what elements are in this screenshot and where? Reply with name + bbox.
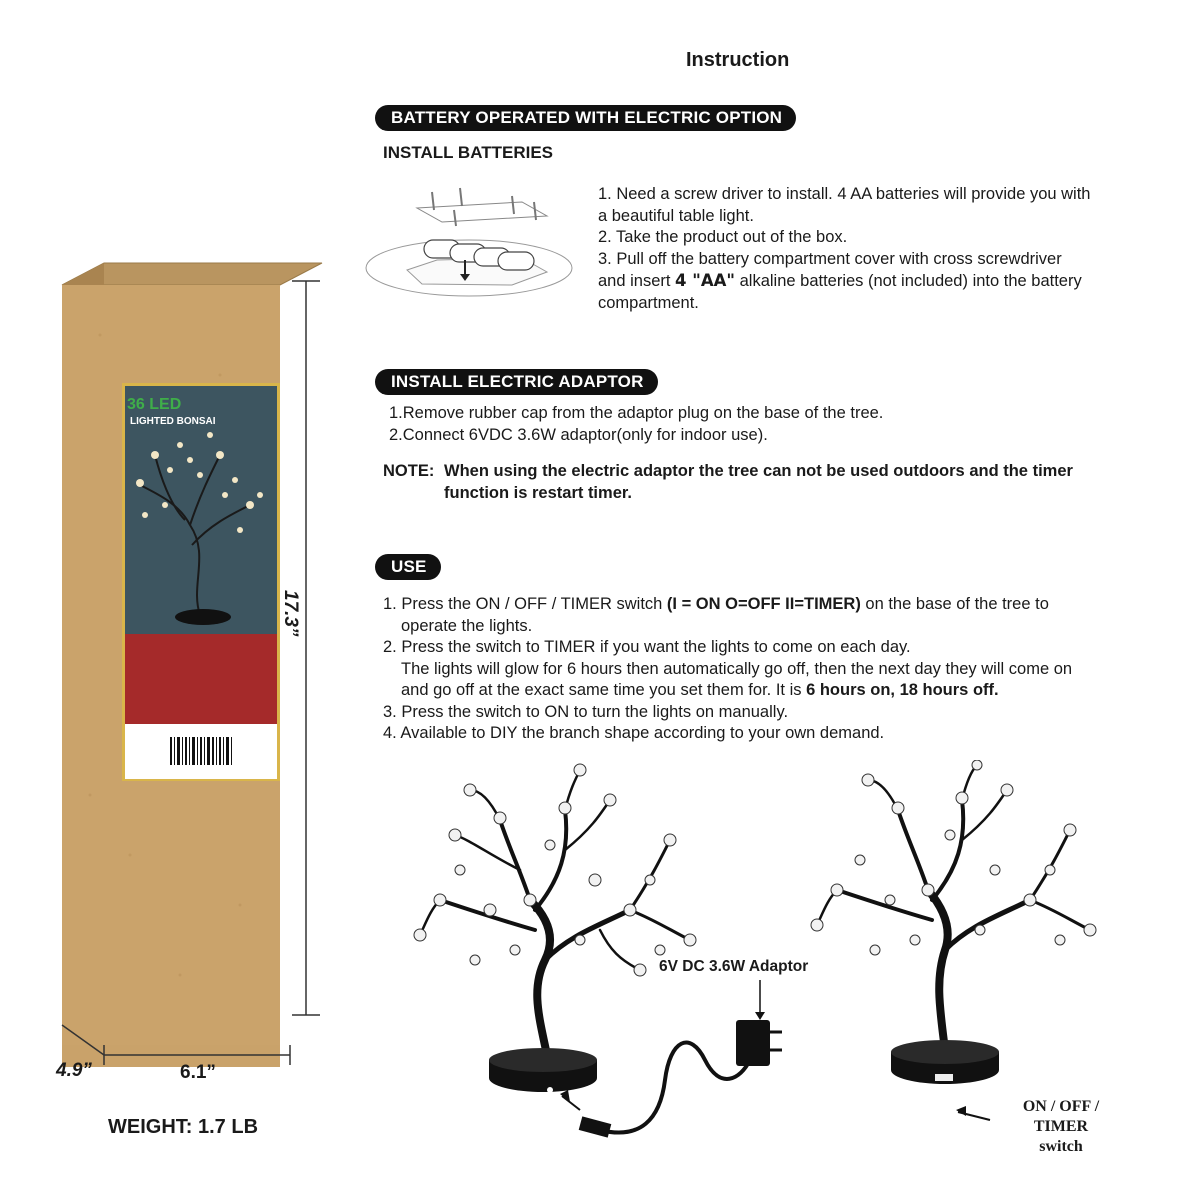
note-label: NOTE: [383, 462, 435, 480]
note-text [444, 460, 1164, 504]
switch-label-line: ON / OFF / TIMER [1022, 1098, 1100, 1135]
install-batteries-subhead: INSTALL BATTERIES [383, 143, 553, 162]
note-line: function is restart timer. [444, 484, 632, 502]
battery-step-text [598, 270, 1158, 293]
battery-install-illustration [362, 180, 577, 300]
box-depth-dimension: 4.9” [56, 1060, 92, 1081]
use-step-text: 3. Press the switch to ON to turn the lights on manually. [383, 702, 789, 721]
use-step-text: The lights will glow for 6 hours then automatically go off, then the next day they will come on [401, 659, 1073, 678]
box-label-product-name: LIGHTED BONSAI [130, 416, 216, 427]
battery-step-text: 2. Take the product out of the box. [598, 228, 848, 246]
product-box-illustration [40, 255, 340, 1095]
battery-count: 4 "AA" [675, 271, 736, 290]
box-label-led-count: 36 LED [127, 396, 182, 413]
switch-modes: (I = ON O=OFF II=TIMER) [666, 595, 861, 613]
adaptor-steps [389, 403, 1149, 446]
product-weight: WEIGHT: 1.7 LB [108, 1116, 259, 1138]
battery-step-text: a beautiful table light. [598, 206, 754, 225]
adaptor-label: 6V DC 3.6W Adaptor [659, 958, 809, 975]
battery-step-text: alkaline batteries (not included) into the battery [735, 272, 1082, 290]
note-line: When using the electric adaptor the tree can not be used outdoors and the timer [444, 462, 1073, 480]
battery-step-text: 1. Need a screw driver to install. 4 AA batteries will provide you with [598, 185, 1091, 203]
battery-section-header: BATTERY OPERATED WITH ELECTRIC OPTION [375, 105, 796, 131]
use-step-text: operate the lights. [401, 616, 533, 635]
timer-schedule: 6 hours on, 18 hours off. [806, 681, 999, 699]
battery-step-text: 3. Pull off the battery compartment cover with cross screwdriver [598, 249, 1062, 268]
use-section-header: USE [375, 554, 441, 580]
battery-step-text: and insert [598, 272, 676, 290]
use-step-text: on the base of the tree to [860, 595, 1049, 613]
adaptor-step-text: 2.Connect 6VDC 3.6W adaptor(only for indoor use). [389, 425, 768, 444]
switch-label-line: switch [1039, 1138, 1083, 1155]
battery-steps [598, 184, 1158, 314]
use-step-text: 1. Press the ON / OFF / TIMER switch [383, 595, 667, 613]
use-step-text: 2. Press the switch to TIMER if you want the lights to come on each day. [383, 638, 911, 656]
box-width-dimension: 6.1” [180, 1062, 216, 1083]
use-step-text: 4. Available to DIY the branch shape according to your own demand. [383, 724, 885, 742]
page-title: Instruction [686, 49, 790, 71]
adaptor-section-header: INSTALL ELECTRIC ADAPTOR [375, 369, 658, 395]
use-step-text [383, 680, 1163, 702]
use-step-text: and go off at the exact same time you set them for. It is [401, 681, 807, 699]
use-steps [383, 594, 1163, 745]
box-height-dimension: 17.3” [280, 590, 301, 637]
battery-step-text: compartment. [598, 293, 699, 312]
use-step-text [383, 594, 1163, 616]
switch-label [996, 1097, 1126, 1157]
adaptor-step-text: 1.Remove rubber cap from the adaptor plug on the base of the tree. [389, 404, 884, 422]
